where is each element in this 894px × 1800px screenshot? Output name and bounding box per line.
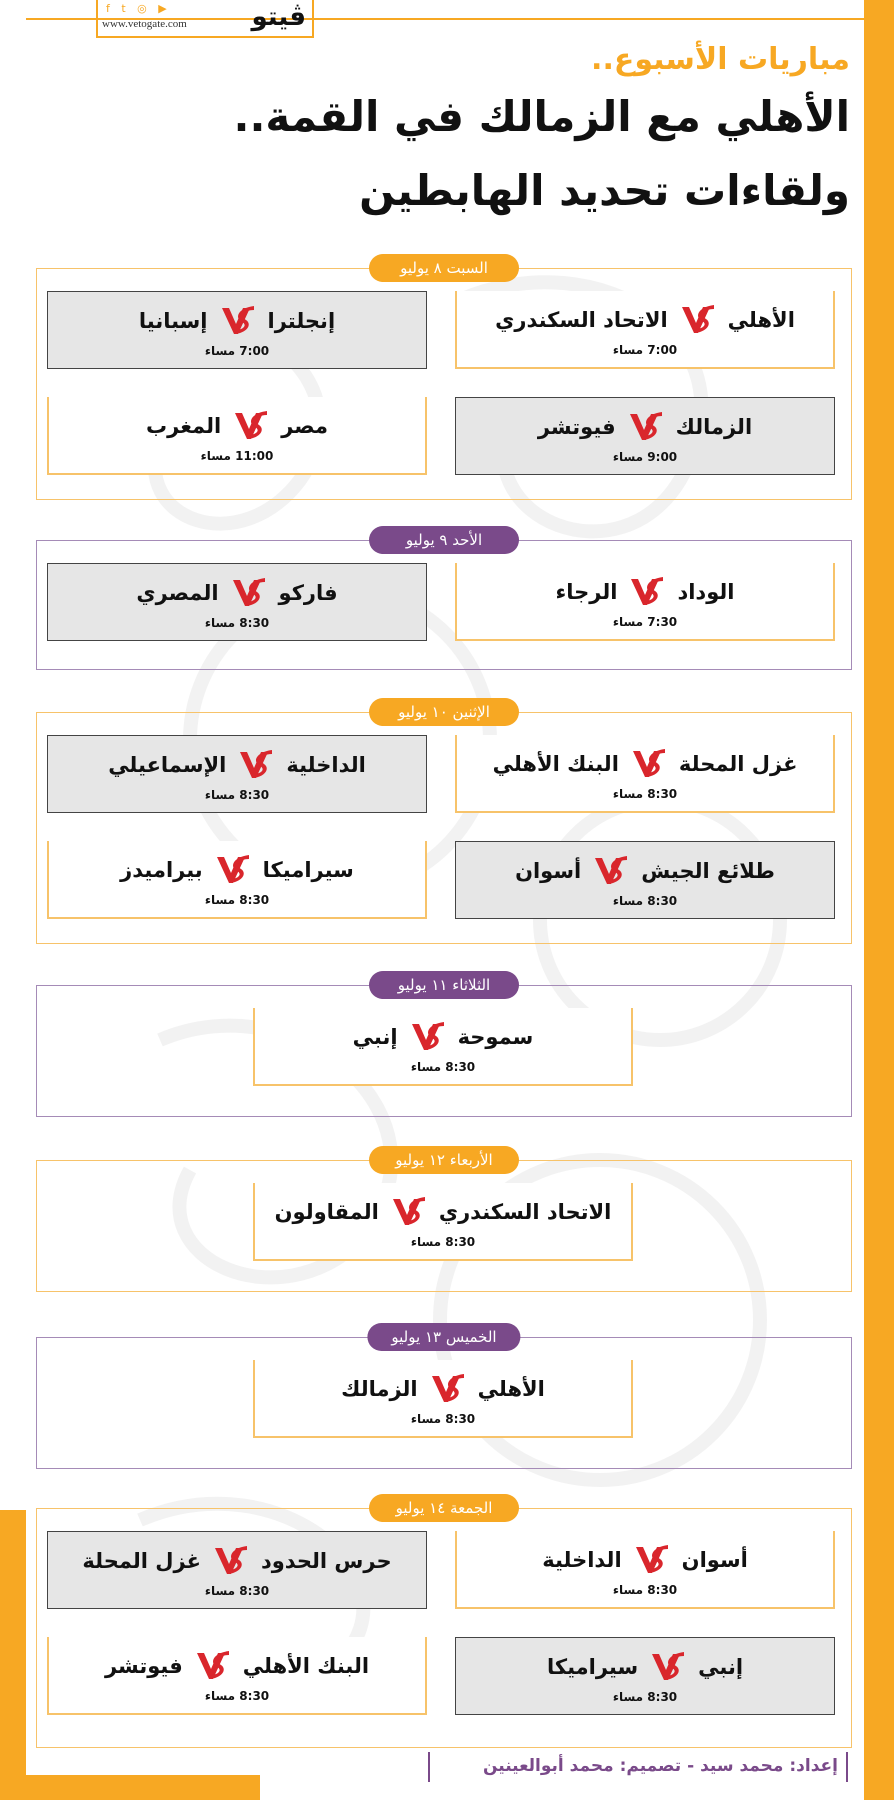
match-teams (457, 303, 833, 337)
match-time: 11:00 مساء (200, 449, 274, 463)
day-section (36, 703, 852, 944)
team-home: حرس الحدود (260, 1549, 392, 1573)
day-label: الأحد ٩ يوليو (369, 526, 519, 554)
match-card (455, 1531, 835, 1609)
team-away: المصري (136, 581, 219, 605)
match-teams (457, 747, 833, 781)
match-teams (48, 1544, 426, 1578)
team-home: أسوان (681, 1548, 748, 1572)
match-teams (49, 409, 425, 443)
match-teams (255, 1020, 631, 1054)
match-time: 8:30 مساء (204, 1689, 270, 1703)
bottom-accent-bar (0, 1775, 260, 1800)
team-away: إنبي (352, 1025, 398, 1049)
match-time: 8:30 مساء (410, 1060, 476, 1074)
team-away: الزمالك (341, 1377, 418, 1401)
match-teams (457, 1543, 833, 1577)
vs-icon (213, 1544, 249, 1578)
match-time: 8:30 مساء (612, 1690, 678, 1704)
team-away: الرجاء (555, 580, 618, 604)
match-card (455, 563, 835, 641)
match-teams (456, 1650, 834, 1684)
day-label: الإثنين ١٠ يوليو (369, 698, 519, 726)
team-home: غزل المحلة (678, 752, 798, 776)
team-away: الإسماعيلي (108, 753, 227, 777)
logo-name: ڤيتو (251, 2, 306, 32)
headline-line2: ولقاءات تحديد الهابطين (359, 166, 850, 215)
match-teams (255, 1372, 631, 1406)
match-time: 7:30 مساء (612, 615, 678, 629)
team-away: المقاولون (274, 1200, 379, 1224)
team-home: إنبي (698, 1655, 744, 1679)
match-card (47, 291, 427, 369)
match-card (47, 1637, 427, 1715)
match-teams (48, 304, 426, 338)
team-home: إنجلترا (267, 309, 336, 333)
vs-icon (629, 575, 665, 609)
team-home: سيراميكا (262, 858, 354, 882)
vs-icon (220, 304, 256, 338)
day-section (36, 259, 852, 500)
match-card (47, 841, 427, 919)
match-teams (49, 853, 425, 887)
team-away: الاتحاد السكندري (495, 308, 668, 332)
team-home: الأهلي (477, 1377, 545, 1401)
vs-icon (650, 1650, 686, 1684)
team-away: إسبانيا (138, 309, 208, 333)
vs-icon (430, 1372, 466, 1406)
day-section (36, 976, 852, 1117)
team-home: الاتحاد السكندري (438, 1200, 612, 1224)
match-teams (255, 1195, 631, 1229)
team-away: فيوتشر (104, 1654, 183, 1678)
vs-icon (231, 576, 267, 610)
vs-icon (195, 1649, 231, 1683)
vetogate-logo[interactable] (96, 0, 314, 38)
match-card (253, 1008, 633, 1086)
team-home: الزمالك (675, 415, 753, 439)
match-time: 8:30 مساء (204, 616, 270, 630)
match-time: 8:30 مساء (204, 1584, 270, 1598)
match-time: 9:00 مساء (612, 450, 678, 464)
team-away: أسوان (515, 859, 582, 883)
vs-icon (634, 1543, 670, 1577)
match-card (253, 1360, 633, 1438)
match-card (47, 563, 427, 641)
team-away: الداخلية (542, 1548, 622, 1572)
team-home: مصر (281, 414, 328, 438)
team-home: الأهلي (727, 308, 795, 332)
match-card (455, 397, 835, 475)
vs-icon (391, 1195, 427, 1229)
team-away: غزل المحلة (82, 1549, 201, 1573)
match-teams (48, 576, 426, 610)
logo-url: www.vetogate.com (102, 18, 187, 30)
vs-icon (631, 747, 667, 781)
right-accent-bar (864, 0, 894, 1800)
team-home: سموحة (457, 1025, 534, 1049)
headline-line1: الأهلي مع الزمالك في القمة.. (233, 92, 850, 141)
day-section (36, 531, 852, 670)
vs-icon (628, 410, 664, 444)
day-label: الأربعاء ١٢ يوليو (369, 1146, 519, 1174)
match-card (47, 735, 427, 813)
match-teams (456, 854, 834, 888)
vs-icon (593, 854, 629, 888)
team-away: فيوتشر (537, 415, 616, 439)
logo-wordmark (251, 2, 306, 32)
match-teams (456, 410, 834, 444)
team-home: الداخلية (286, 753, 366, 777)
team-away: المغرب (146, 414, 222, 438)
day-section (36, 1328, 852, 1469)
match-time: 8:30 مساء (612, 894, 678, 908)
team-away: سيراميكا (546, 1655, 639, 1679)
match-teams (48, 748, 426, 782)
day-label: الثلاثاء ١١ يوليو (369, 971, 519, 999)
day-section (36, 1499, 852, 1748)
team-home: البنك الأهلي (242, 1654, 370, 1678)
match-time: 8:30 مساء (204, 893, 270, 907)
day-label: الجمعة ١٤ يوليو (369, 1494, 519, 1522)
match-card (455, 291, 835, 369)
match-card (47, 1531, 427, 1609)
vs-icon (680, 303, 716, 337)
match-time: 8:30 مساء (204, 788, 270, 802)
match-card (455, 735, 835, 813)
day-label: الخميس ١٣ يوليو (367, 1323, 520, 1351)
match-time: 8:30 مساء (410, 1412, 476, 1426)
match-card (47, 397, 427, 475)
match-teams (457, 575, 833, 609)
match-card (253, 1183, 633, 1261)
kicker-title: مباريات الأسبوع.. (591, 42, 850, 77)
match-time: 8:30 مساء (410, 1235, 476, 1249)
team-home: الوداد (677, 580, 735, 604)
social-icons: f t ◎ ▶ (106, 2, 171, 15)
credits-divider (428, 1752, 430, 1782)
team-home: فاركو (278, 581, 338, 605)
left-accent-bar (0, 1510, 26, 1800)
team-away: بيراميدز (120, 858, 203, 882)
match-time: 7:00 مساء (204, 344, 270, 358)
vs-icon (410, 1020, 446, 1054)
match-time: 8:30 مساء (612, 787, 678, 801)
credits: إعداد: محمد سيد - تصميم: محمد أبوالعينين (482, 1756, 838, 1776)
vs-icon (215, 853, 251, 887)
team-away: البنك الأهلي (492, 752, 619, 776)
match-teams (49, 1649, 425, 1683)
credits-divider (846, 1752, 848, 1782)
vs-icon (233, 409, 269, 443)
day-label: السبت ٨ يوليو (369, 254, 519, 282)
day-section (36, 1151, 852, 1292)
match-time: 8:30 مساء (612, 1583, 678, 1597)
team-home: طلائع الجيش (641, 859, 775, 883)
vs-icon (238, 748, 274, 782)
match-card (455, 1637, 835, 1715)
match-card (455, 841, 835, 919)
match-time: 7:00 مساء (612, 343, 678, 357)
